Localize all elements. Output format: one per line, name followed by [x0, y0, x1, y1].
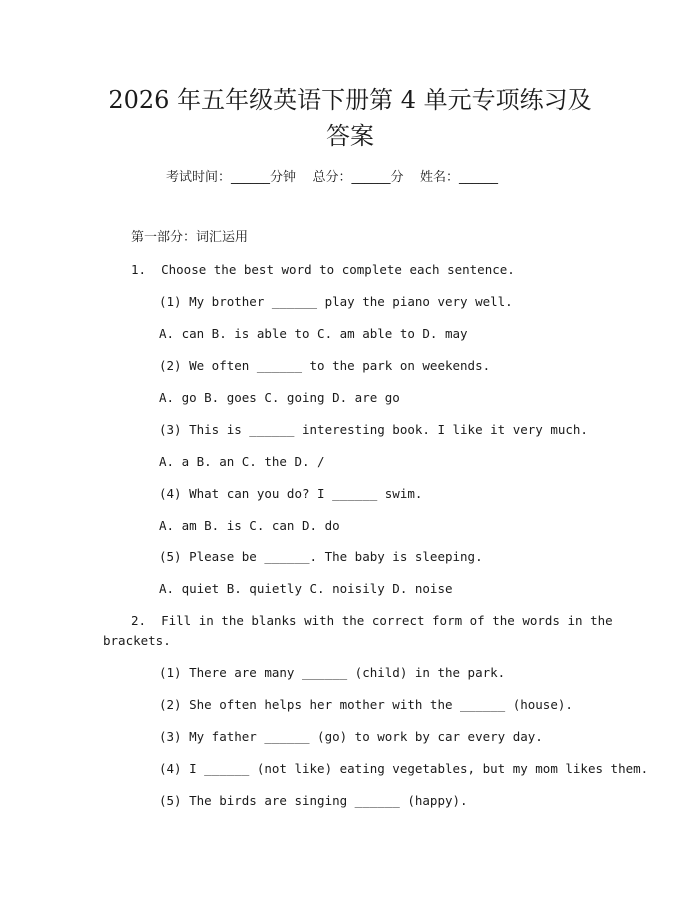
question-1-item-4-options: A. am B. is C. can D. do	[159, 518, 340, 533]
exam-info-line: 考试时间：______分钟 总分：______分 姓名：______	[166, 170, 499, 185]
question-1-item-3: (3) This is ______ interesting book. I like it very much.	[159, 422, 588, 437]
question-1-item-3-options: A. a B. an C. the D. /	[159, 454, 325, 469]
section-heading: 第一部分：词汇运用	[131, 230, 249, 245]
question-2-prompt-line-1: 2. Fill in the blanks with the correct form of the words in the	[131, 613, 613, 628]
question-1-item-1: (1) My brother ______ play the piano very well.	[159, 294, 513, 309]
question-1-item-2-options: A. go B. goes C. going D. are go	[159, 390, 400, 405]
question-2-item-5: (5) The birds are singing ______ (happy).	[159, 793, 468, 808]
question-1-item-2: (2) We often ______ to the park on weekends.	[159, 358, 491, 373]
question-1-item-4: (4) What can you do? I ______ swim.	[159, 486, 423, 501]
question-1-item-5-options: A. quiet B. quietly C. noisily D. noise	[159, 581, 453, 596]
question-2-item-2: (2) She often helps her mother with the ______ (house).	[159, 697, 573, 712]
question-2-prompt-line-2: brackets.	[103, 633, 171, 648]
question-2-item-4: (4) I ______ (not like) eating vegetables, but my mom likes them.	[159, 761, 649, 776]
document-title-line-2: 答案	[326, 122, 374, 150]
question-1-item-1-options: A. can B. is able to C. am able to D. may	[159, 326, 468, 341]
question-2-item-3: (3) My father ______ (go) to work by car every day.	[159, 729, 543, 744]
question-1-prompt: 1. Choose the best word to complete each sentence.	[131, 262, 515, 277]
question-2-item-1: (1) There are many ______ (child) in the park.	[159, 665, 506, 680]
document-title-line-1: 2026 年五年级英语下册第 4 单元专项练习及	[108, 86, 592, 114]
question-1-item-5: (5) Please be ______. The baby is sleeping.	[159, 549, 483, 564]
